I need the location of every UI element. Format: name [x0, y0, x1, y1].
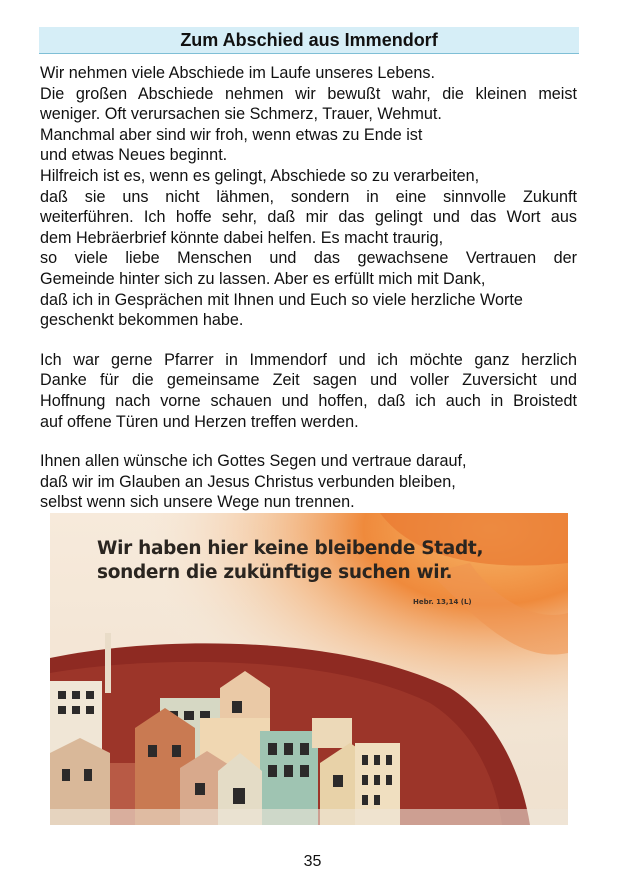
text-line: Wir nehmen viele Abschiede im Laufe unseres Lebens. — [40, 64, 436, 82]
text-line: weiterführen. Ich hoffe sehr, daß mir das gelingt und das Wort aus — [40, 208, 577, 227]
quote-line-2: sondern die zukünftige suchen wir. — [97, 562, 453, 583]
page-number: 35 — [303, 853, 322, 870]
paragraph-gap — [40, 432, 577, 451]
text-line: auf offene Türen und Herzen treffen werden. — [40, 412, 359, 431]
paragraph-gap — [40, 331, 577, 350]
text-line: Danke für die gemeinsame Zeit sagen und voller Zuversicht und — [40, 371, 577, 390]
page-title: Zum Abschied aus Immendorf — [180, 29, 438, 50]
bible-quote — [97, 537, 483, 585]
quote-line-1: Wir haben hier keine bleibende Stadt, — [97, 538, 484, 559]
text-line: Ihnen allen wünsche ich Gottes Segen und vertraue darauf, — [40, 452, 467, 471]
text-line: daß ich in Gesprächen mit Ihnen und Euch so viele herzliche Worte — [40, 290, 523, 309]
text-line: Gemeinde hinter sich zu lassen. Aber es erfüllt mich mit Dank, — [40, 269, 486, 288]
text-line: weniger. Oft verursachen sie Schmerz, Trauer, Wehmut. — [40, 105, 442, 124]
text-line: so viele liebe Menschen und das gewachsene Vertrauen der — [40, 249, 577, 268]
paragraph — [40, 350, 577, 432]
text-line: selbst wenn sich unsere Wege nun trennen. — [40, 493, 355, 512]
text-line: Ich war gerne Pfarrer in Immendorf und ich möchte ganz herzlich — [40, 350, 577, 369]
text-line: geschenkt bekommen habe. — [40, 311, 244, 330]
title-bar — [39, 27, 579, 54]
text-line: dem Hebräerbrief könnte dabei helfen. Es macht traurig, — [40, 228, 444, 247]
body-text — [40, 63, 577, 513]
text-line: Die großen Abschiede nehmen wir bewußt wahr, die kleinen meist — [40, 84, 577, 103]
text-line: Hilfreich ist es, wenn es gelingt, Abschiede so zu verarbeiten, — [40, 166, 480, 185]
text-line: und etwas Neues beginnt. — [40, 146, 228, 165]
bible-reference: Hebr. 13,14 (L) — [413, 598, 472, 606]
quote-image-card — [50, 513, 568, 825]
text-line: Manchmal aber sind wir froh, wenn etwas zu Ende ist — [40, 125, 423, 144]
text-line: Hoffnung nach vorne schauen und hoffen, daß ich auch in Broistedt — [40, 391, 577, 410]
paragraph — [40, 451, 577, 513]
text-line: daß sie uns nicht lähmen, sondern in eine sinnvolle Zukunft — [40, 187, 577, 206]
text-line: daß wir im Glauben an Jesus Christus verbunden bleiben, — [40, 472, 456, 491]
paragraph — [40, 63, 577, 331]
